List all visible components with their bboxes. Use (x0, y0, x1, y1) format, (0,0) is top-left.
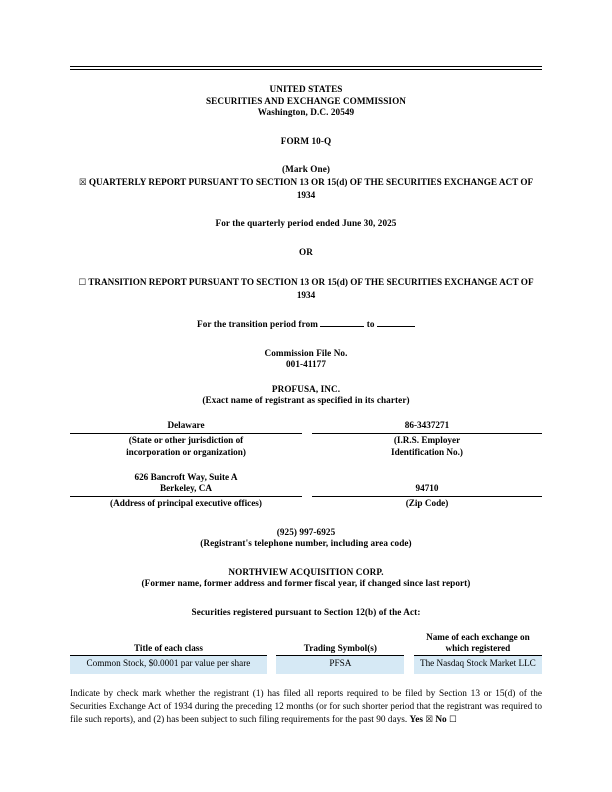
transition-report-checkbox[interactable]: ☐ (78, 277, 87, 288)
table-row (70, 655, 542, 673)
column-spacer-1 (267, 632, 276, 656)
zip-spacer (312, 472, 542, 484)
transition-period-from-blank[interactable] (320, 318, 364, 327)
registrant-name: PROFUSA, INC. (271, 383, 341, 394)
registered-securities-table (70, 632, 542, 674)
irs-employer-id: 86-3437271 (312, 420, 542, 434)
mark-one-label: (Mark One) (281, 164, 330, 175)
compliance-yes-label: Yes (409, 714, 423, 725)
cell-trading-symbol: PFSA (276, 655, 404, 673)
state-of-incorporation: Delaware (70, 420, 302, 434)
column-spacer-2 (404, 632, 413, 656)
agency-address: Washington, D.C. 20549 (257, 107, 355, 118)
form-title: FORM 10-Q (280, 135, 332, 146)
cell-spacer-1 (267, 655, 276, 673)
quarterly-period-ended: For the quarterly period ended June 30, 2025 (215, 218, 397, 229)
transition-period-middle: to (366, 318, 375, 329)
state-caption-line1: (State or other jurisdiction of (128, 434, 244, 445)
agency-name-line1: UNITED STATES (269, 84, 343, 94)
quarterly-report-label: QUARTERLY REPORT PURSUANT TO SECTION 13 OR 15(d) OF THE SECURITIES EXCHANGE ACT OF 1934 (88, 176, 534, 201)
cell-title-of-class: Common Stock, $0.0001 par value per share (70, 655, 267, 673)
commission-file-number: 001-41177 (285, 359, 327, 370)
transition-report-label: TRANSITION REPORT PURSUANT TO SECTION 13 OR 15(d) OF THE SECURITIES EXCHANGE ACT OF 1934 (88, 276, 534, 300)
telephone-caption: (Registrant's telephone number, including area code) (200, 538, 412, 549)
column-header-title-of-class: Title of each class (70, 632, 267, 656)
zip-code: 94710 (312, 483, 542, 497)
zip-caption: (Zip Code) (405, 498, 449, 509)
or-divider: OR (299, 246, 313, 257)
compliance-no-label: No (435, 714, 447, 725)
cell-spacer-2 (404, 655, 413, 673)
registrant-name-caption: (Exact name of registrant as specified in its charter) (202, 395, 410, 406)
transition-period-line (70, 318, 542, 331)
address-caption: (Address of principal executive offices) (110, 498, 262, 509)
transition-period-to-blank[interactable] (377, 318, 415, 327)
header-double-rule (70, 66, 542, 70)
address-row (70, 472, 542, 510)
state-caption-line2: incorporation or organization) (126, 447, 246, 458)
column-header-exchange: Name of each exchange on which registered (414, 632, 542, 656)
column-header-trading-symbol: Trading Symbol(s) (276, 632, 404, 656)
table-header-row (70, 632, 542, 656)
compliance-paragraph (70, 688, 542, 728)
irs-caption-line1: (I.R.S. Employer (393, 434, 461, 445)
compliance-no-checkbox[interactable]: ☐ (449, 714, 457, 725)
quarterly-report-option (70, 176, 542, 201)
former-name-caption: (Former name, former address and former fiscal year, if changed since last report) (141, 578, 471, 589)
transition-report-option (70, 276, 542, 301)
address-line2: Berkeley, CA (70, 483, 302, 497)
compliance-paragraph-text: Indicate by check mark whether the registrant (1) has filed all reports required to be filed by Section 13 or 15(d) of the Securities Exchange Act of 1934 during the preceding 12 months (or for such shorter period that the registrant was required to file such reports), and (2) has been subject to such filing requirements for the past 90 days. (70, 688, 542, 725)
commission-file-label: Commission File No. (264, 347, 348, 358)
quarterly-report-checkbox[interactable]: ☒ (78, 177, 87, 188)
securities-registered-heading: Securities registered pursuant to Section 12(b) of the Act: (191, 606, 421, 617)
registrant-telephone: (925) 997-6925 (276, 526, 336, 537)
compliance-yes-checkbox[interactable]: ☒ (425, 714, 433, 725)
former-name: NORTHVIEW ACQUISITION CORP. (228, 566, 384, 577)
document-body (70, 66, 542, 727)
incorporation-row (70, 420, 542, 459)
address-line1: 626 Bancroft Way, Suite A (134, 471, 238, 482)
cell-exchange: The Nasdaq Stock Market LLC (414, 655, 542, 673)
agency-name-line2: SECURITIES AND EXCHANGE COMMISSION (205, 95, 407, 106)
transition-period-prefix: For the transition period from (197, 318, 318, 329)
irs-caption-line2: Identification No.) (391, 447, 463, 458)
